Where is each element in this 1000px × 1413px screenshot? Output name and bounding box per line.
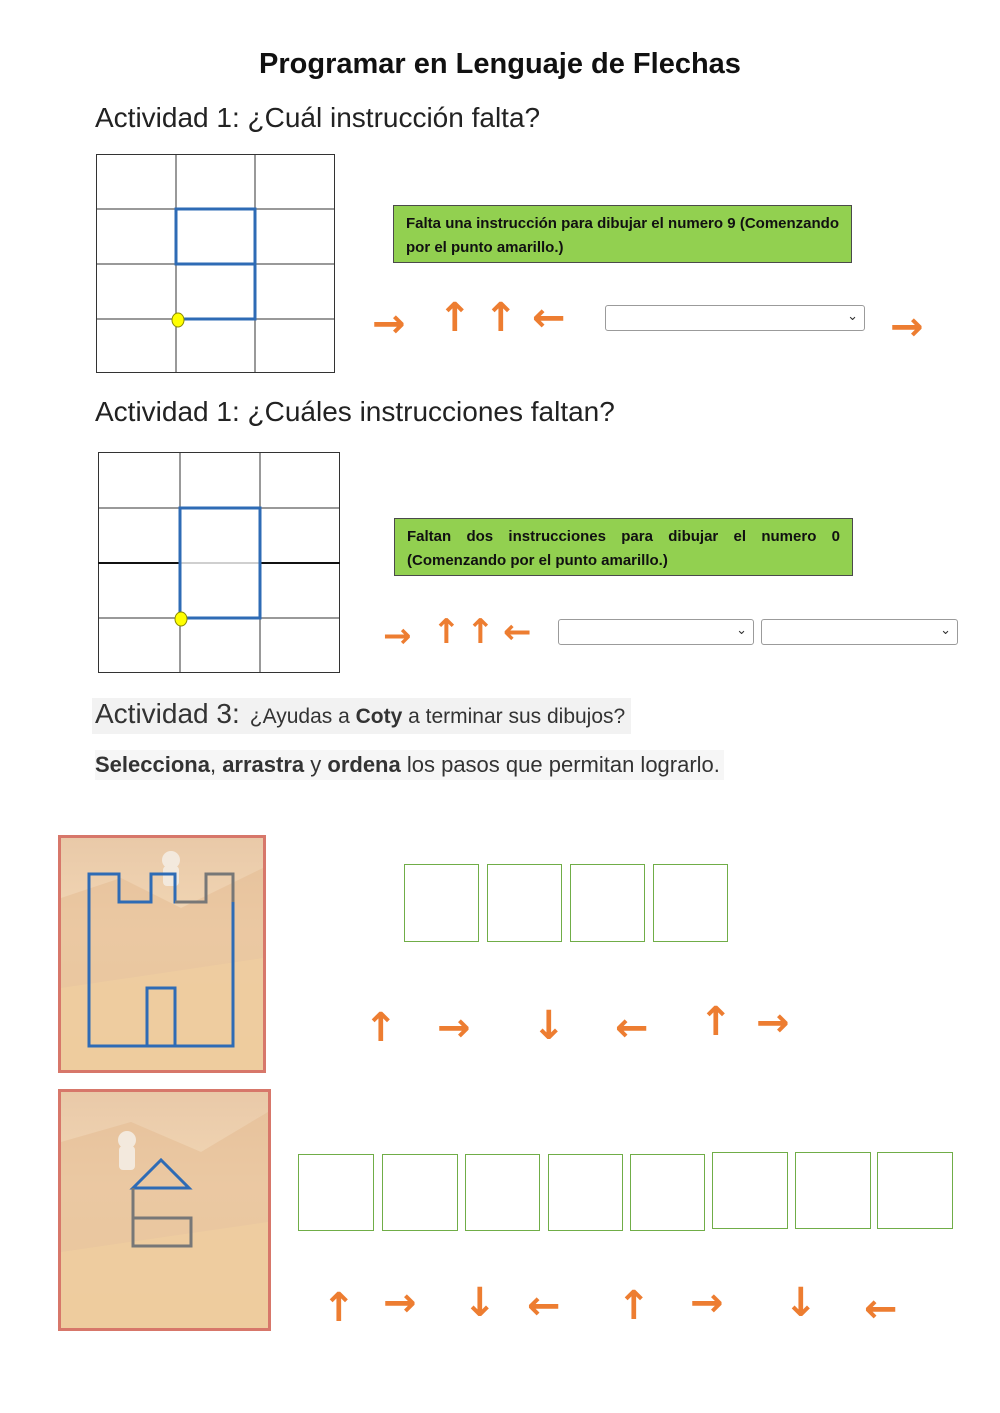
house-answer-slot-4[interactable]	[548, 1154, 623, 1231]
castle-answer-slot-4[interactable]	[653, 864, 728, 942]
castle-draggable-arrow-up-icon[interactable]: ↑	[699, 999, 733, 1045]
chevron-down-icon: ⌄	[940, 623, 951, 638]
house-answer-slot-6[interactable]	[712, 1152, 788, 1229]
activity2-arrow-right-icon: →	[383, 616, 412, 656]
house-path-figure	[61, 1092, 268, 1328]
house-draggable-arrow-down-icon[interactable]: ↓	[463, 1280, 497, 1326]
instr-sep: y	[304, 752, 328, 777]
activity2-missing-step-select-1[interactable]	[558, 619, 754, 645]
activity1-grid-figure	[96, 154, 336, 374]
coty-name: Coty	[355, 705, 403, 728]
activity1-arrow-up-icon: ↑	[484, 295, 518, 341]
activity1-arrow-right-icon: →	[372, 301, 406, 347]
chevron-down-icon: ⌄	[847, 309, 858, 324]
house-draggable-arrow-up-icon[interactable]: ↑	[617, 1283, 651, 1329]
castle-draggable-arrow-right-icon[interactable]: →	[756, 1000, 790, 1046]
house-answer-slot-3[interactable]	[465, 1154, 540, 1231]
activity3-label: Actividad 3:	[95, 698, 240, 729]
castle-path-figure	[61, 838, 263, 1070]
activity1-arrow-right-icon: →	[890, 304, 924, 350]
activity2-arrow-up-icon: ↑	[466, 612, 495, 652]
castle-draggable-arrow-up-icon[interactable]: ↑	[364, 1005, 398, 1051]
house-draggable-arrow-right-icon[interactable]: →	[383, 1280, 417, 1326]
activity2-heading: Actividad 1: ¿Cuáles instrucciones faltan?	[95, 396, 615, 427]
activity3-instructions	[95, 750, 724, 780]
question-pre: ¿Ayudas a	[249, 705, 356, 728]
activity3-heading	[92, 698, 631, 734]
activity1-instruction-box: Falta una instrucción para dibujar el numero 9 (Comenzando por el punto amarillo.)	[393, 205, 852, 263]
house-answer-slot-7[interactable]	[795, 1152, 871, 1229]
instr-order: ordena	[327, 752, 401, 777]
house-answer-slot-8[interactable]	[877, 1152, 953, 1229]
instr-select: Selecciona	[95, 752, 210, 777]
castle-answer-slot-3[interactable]	[570, 864, 645, 942]
house-answer-slot-1[interactable]	[298, 1154, 374, 1231]
house-draggable-arrow-down-icon[interactable]: ↓	[784, 1280, 818, 1326]
house-draggable-arrow-left-icon[interactable]: ←	[527, 1283, 561, 1329]
house-draggable-arrow-left-icon[interactable]: ←	[864, 1286, 898, 1332]
house-draggable-arrow-up-icon[interactable]: ↑	[322, 1285, 356, 1331]
castle-draggable-arrow-right-icon[interactable]: →	[437, 1005, 471, 1051]
chevron-down-icon: ⌄	[736, 623, 747, 638]
castle-draggable-arrow-left-icon[interactable]: ←	[615, 1005, 649, 1051]
house-drawing-image	[58, 1089, 271, 1331]
instr-rest: los pasos que permitan lograrlo.	[400, 752, 720, 777]
castle-drawing-image	[58, 835, 266, 1073]
activity2-arrow-left-icon: ←	[503, 612, 532, 652]
activity3-question	[250, 705, 625, 728]
castle-answer-slot-2[interactable]	[487, 864, 562, 942]
page-title: Programar en Lenguaje de Flechas	[259, 48, 741, 80]
instr-sep: ,	[209, 752, 223, 777]
castle-draggable-arrow-down-icon[interactable]: ↓	[532, 1003, 566, 1049]
activity1-missing-step-select[interactable]	[605, 305, 865, 331]
activity1-arrow-left-icon: ←	[532, 295, 566, 341]
activity1-arrow-up-icon: ↑	[438, 295, 472, 341]
activity2-grid-figure	[98, 452, 341, 674]
activity2-arrow-up-icon: ↑	[432, 612, 461, 652]
castle-answer-slot-1[interactable]	[404, 864, 479, 942]
activity2-missing-step-select-2[interactable]	[761, 619, 958, 645]
house-answer-slot-2[interactable]	[382, 1154, 458, 1231]
house-draggable-arrow-right-icon[interactable]: →	[690, 1280, 724, 1326]
instr-drag: arrastra	[222, 752, 305, 777]
activity1-heading: Actividad 1: ¿Cuál instrucción falta?	[95, 102, 541, 133]
question-post: a terminar sus dibujos?	[402, 705, 626, 728]
activity2-instruction-box: Faltan dos instrucciones para dibujar el numero 0 (Comenzando por el punto amarillo.)	[394, 518, 853, 576]
house-answer-slot-5[interactable]	[630, 1154, 705, 1231]
